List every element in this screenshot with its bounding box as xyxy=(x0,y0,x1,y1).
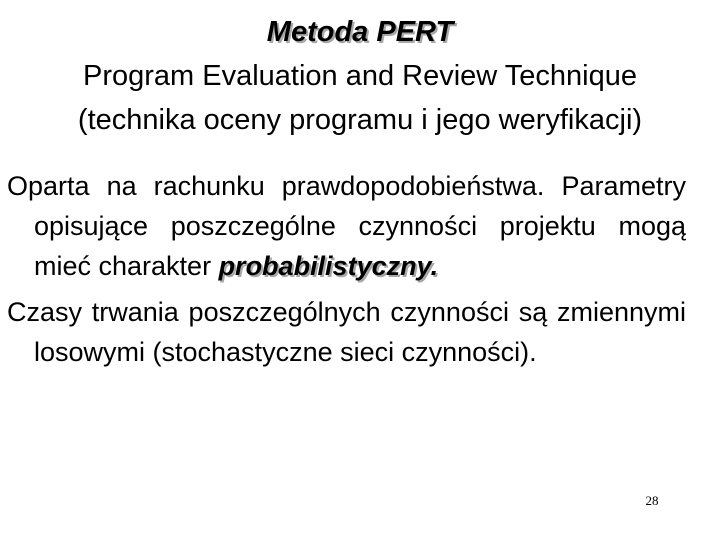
emphasis-probabilistic: probabilistyczny. xyxy=(218,251,439,281)
title-main: Metoda PERT xyxy=(266,16,454,48)
slide-body xyxy=(0,166,720,378)
title-subtitle-english: Program Evaluation and Review Technique xyxy=(82,60,638,92)
title-subtitle-polish: (technika oceny programu i jego weryfikacji) xyxy=(77,104,643,136)
paragraph-probability-text: Oparta na rachunku prawdopodobieństwa. Parametry opisujące poszczególne czynności projektu mogą mieć charakter xyxy=(7,171,686,281)
paragraph-probability xyxy=(0,166,720,286)
page-number: 28 xyxy=(645,493,659,508)
paragraph-durations xyxy=(0,292,720,372)
slide-title xyxy=(0,10,720,142)
paragraph-durations-text: Czasy trwania poszczególnych czynności są zmiennymi losowymi (stochastyczne sieci czynności). xyxy=(7,297,686,367)
